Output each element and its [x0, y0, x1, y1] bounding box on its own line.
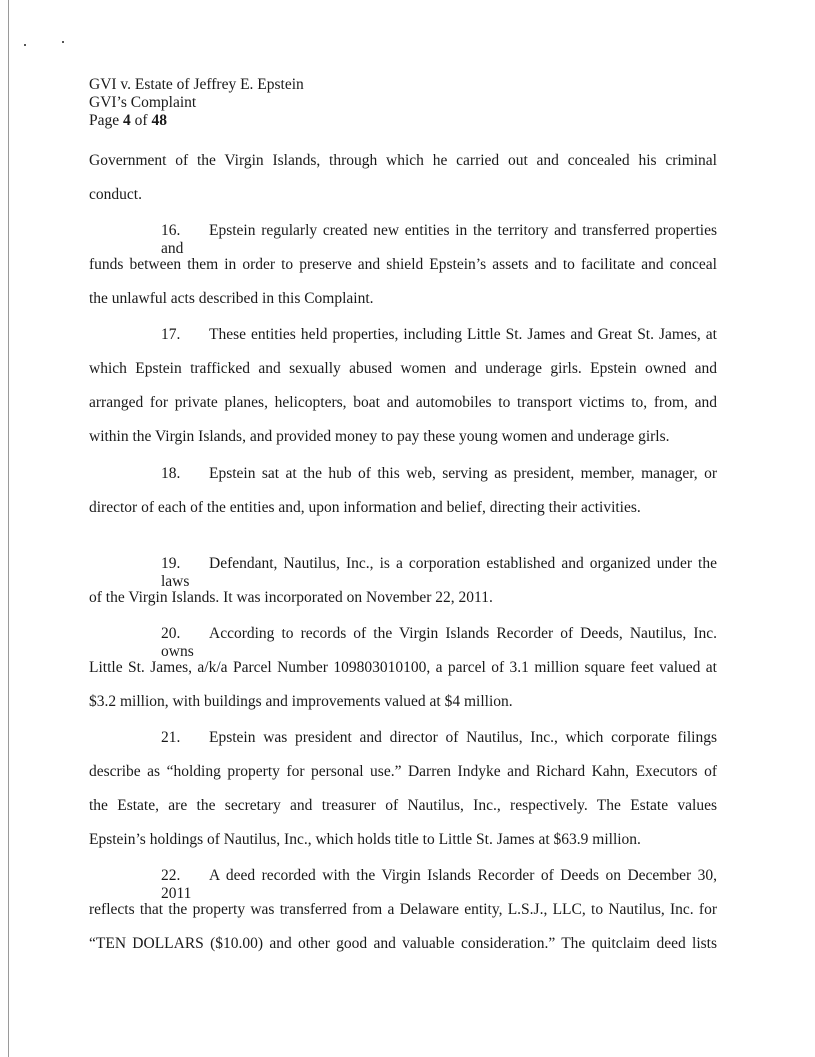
scan-speck: [24, 44, 26, 46]
text-line: 22. A deed recorded with the Virgin Islands Recorder of Deeds on December 30, 2011: [161, 867, 717, 902]
text-line: funds between them in order to preserve and shield Epstein’s assets and to facilitate and conceal: [89, 256, 717, 273]
scan-edge-line: [8, 0, 9, 1057]
text-line: “TEN DOLLARS ($10.00) and other good and valuable consideration.” The quitclaim deed lists: [89, 935, 717, 952]
text-line: conduct.: [89, 186, 142, 203]
text-line: reflects that the property was transferred from a Delaware entity, L.S.J., LLC, to Nautilus, Inc. for: [89, 901, 717, 918]
paragraph-number: 18.: [161, 465, 181, 482]
scan-speck: [62, 41, 64, 43]
text-line: 19. Defendant, Nautilus, Inc., is a corporation established and organized under the laws: [161, 555, 717, 590]
text-line: 18. Epstein sat at the hub of this web, serving as president, member, manager, or: [161, 465, 717, 482]
text-line: Little St. James, a/k/a Parcel Number 109803010100, a parcel of 3.1 million square feet valued at: [89, 659, 717, 676]
text-line: of the Virgin Islands. It was incorporated on November 22, 2011.: [89, 589, 493, 606]
paragraph-20: [89, 625, 717, 711]
text-line: the Estate, are the secretary and treasurer of Nautilus, Inc., respectively. The Estate values: [89, 797, 717, 814]
text-line: 20. According to records of the Virgin Islands Recorder of Deeds, Nautilus, Inc. owns: [161, 625, 717, 660]
paragraph-21: [89, 729, 717, 849]
text-line: Government of the Virgin Islands, through which he carried out and concealed his criminal: [89, 152, 717, 169]
text-line: 17. These entities held properties, including Little St. James and Great St. James, at: [161, 326, 717, 343]
continuation-paragraph: [89, 152, 717, 204]
page-total: 48: [151, 112, 167, 129]
text-line: arranged for private planes, helicopters, boat and automobiles to transport victims to, from, and: [89, 394, 717, 411]
paragraph-17: [89, 326, 717, 446]
document-title: GVI’s Complaint: [89, 94, 197, 111]
paragraph-number: 17.: [161, 326, 181, 343]
text-line: $3.2 million, with buildings and improvements valued at $4 million.: [89, 693, 513, 710]
page-current: 4: [123, 112, 131, 129]
page-number: Page 4 of 48: [89, 112, 167, 129]
paragraph-number: 22.: [161, 867, 181, 884]
page-header: [89, 76, 304, 130]
text-line: 21. Epstein was president and director of Nautilus, Inc., which corporate filings: [161, 729, 717, 746]
paragraph-number: 20.: [161, 625, 181, 642]
paragraph-number: 21.: [161, 729, 181, 746]
paragraph-18: [89, 465, 717, 517]
text-line: the unlawful acts described in this Complaint.: [89, 290, 374, 307]
text-line: which Epstein trafficked and sexually abused women and underage girls. Epstein owned and: [89, 360, 717, 377]
paragraph-16: [89, 222, 717, 308]
text-line: within the Virgin Islands, and provided money to pay these young women and underage girls.: [89, 428, 670, 445]
case-title: GVI v. Estate of Jeffrey E. Epstein: [89, 76, 304, 93]
paragraph-number: 19.: [161, 555, 181, 572]
text-line: 16. Epstein regularly created new entities in the territory and transferred properties and: [161, 222, 717, 257]
text-line: Epstein’s holdings of Nautilus, Inc., which holds title to Little St. James at $63.9 million.: [89, 831, 641, 848]
text-line: director of each of the entities and, upon information and belief, directing their activities.: [89, 499, 641, 516]
paragraph-22: [89, 867, 717, 953]
text-line: describe as “holding property for personal use.” Darren Indyke and Richard Kahn, Executors of: [89, 763, 717, 780]
paragraph-number: 16.: [161, 222, 181, 239]
paragraph-19: [89, 555, 717, 607]
